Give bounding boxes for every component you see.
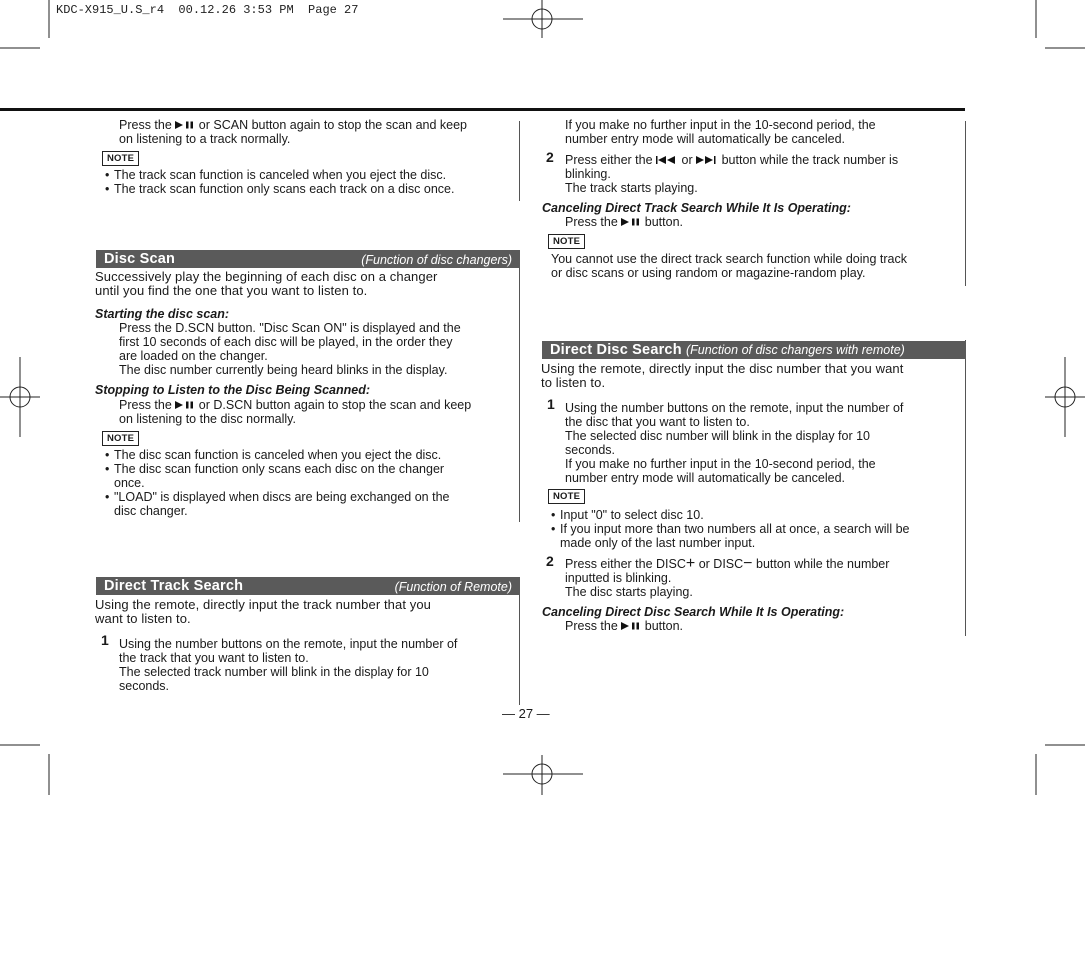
note-item: • The track scan function is canceled when you eject the disc.: [105, 168, 515, 182]
next-track-icon: [696, 155, 718, 165]
stopping-disc-scan-text: Press the or D.SCN button again to stop the scan and keep on listening to the disc normally.: [119, 398, 472, 426]
note-item: • The disc scan function is canceled when you eject the disc.: [105, 448, 515, 462]
column-rule-left-mid: [519, 250, 520, 522]
note-label: NOTE: [102, 151, 139, 166]
note-item: • "LOAD" is displayed when discs are being exchanged on the disc changer.: [105, 490, 515, 518]
section-subtitle: (Function of Remote): [394, 580, 512, 594]
play-pause-icon: [175, 400, 195, 410]
subheading-cancel-disc-search: Canceling Direct Disc Search While It Is Operating:: [542, 605, 845, 619]
previous-track-icon: [656, 155, 678, 165]
step-text: Press either the DISC+ or DISC− button while the number inputted is blinking. The disc starts playing.: [565, 555, 890, 599]
step-number: 1: [101, 632, 109, 648]
section-header-disc-scan: [96, 250, 520, 268]
section-lead: Using the remote, directly input the track number that you want to listen to.: [95, 597, 432, 626]
subheading-starting-disc-scan: Starting the disc scan:: [95, 307, 230, 321]
section-subtitle: (Function of disc changers): [361, 253, 512, 267]
section-header-direct-track-search: [96, 577, 520, 595]
play-pause-icon: [621, 621, 641, 631]
starting-disc-scan-text: Press the D.SCN button. "Disc Scan ON" is displayed and the first 10 seconds of each disc will be played, in the order they are loaded on the changer. The disc number currently being heard blinks in the display.: [119, 321, 461, 377]
section-title: Direct Track Search: [104, 578, 244, 594]
note-item: • Input "0" to select disc 10.: [551, 508, 961, 522]
step-continuation-text: If you make no further input in the 10-second period, the number entry mode will automatically be canceled.: [565, 118, 876, 146]
note-label: NOTE: [548, 489, 585, 504]
note-text: You cannot use the direct track search function while doing track or disc scans or using random or magazine-random play.: [551, 252, 907, 280]
step-text: Press either the or button while the track number is blinking. The track starts playing.: [565, 153, 899, 195]
cancel-disc-search-text: Press the button.: [565, 619, 684, 633]
note-label: NOTE: [548, 234, 585, 249]
column-rule-right-top: [965, 121, 966, 286]
disc-minus-symbol: −: [743, 555, 753, 572]
note-label: NOTE: [102, 431, 139, 446]
subheading-stopping-disc-scan: Stopping to Listen to the Disc Being Scanned:: [95, 383, 371, 397]
section-subtitle: (Function of disc changers with remote): [685, 343, 905, 357]
page-number: — 27 —: [502, 706, 550, 721]
step-text: Using the number buttons on the remote, input the number of the track that you want to listen to. The selected track number will blink in the display for 10 seconds.: [119, 637, 458, 693]
section-lead: Successively play the beginning of each disc on a changer until you find the one that you want to listen to.: [95, 269, 438, 298]
play-pause-icon: [175, 120, 195, 130]
play-pause-icon: [621, 217, 641, 227]
top-rule: [0, 108, 965, 111]
note-list: [105, 168, 515, 196]
note-item: • If you input more than two numbers all at once, a search will be made only of the last number input.: [551, 522, 961, 550]
disc-plus-symbol: +: [685, 555, 696, 572]
note-list: [105, 448, 515, 518]
section-header-direct-disc-search: [542, 341, 966, 359]
note-list: [551, 508, 961, 550]
note-item: • The track scan function only scans each track on a disc once.: [105, 182, 515, 196]
scan-stop-text: Press the or SCAN button again to stop the scan and keep on listening to a track normally.: [119, 118, 468, 146]
section-lead: Using the remote, directly input the disc number that you want to listen to.: [541, 361, 904, 390]
column-rule-left-bottom: [519, 577, 520, 705]
section-title: Disc Scan: [104, 251, 176, 267]
step-number: 2: [546, 553, 554, 569]
section-title: Direct Disc Search (Function of disc changers with remote): [550, 342, 905, 358]
note-item: • The disc scan function only scans each disc on the changer once.: [105, 462, 515, 490]
cancel-track-search-text: Press the button.: [565, 215, 684, 229]
step-number: 2: [546, 149, 554, 165]
step-text: Using the number buttons on the remote, input the number of the disc that you want to listen to. The selected disc number will blink in the display for 10 seconds. If you make no further input in the 10-second period, the number entry mode will automatically be canceled.: [565, 401, 904, 485]
print-slug: KDC-X915_U.S_r4 00.12.26 3:53 PM Page 27: [56, 3, 359, 17]
step-number: 1: [547, 396, 555, 412]
column-rule-right-bottom: [965, 340, 966, 636]
subheading-cancel-track-search: Canceling Direct Track Search While It Is Operating:: [542, 201, 851, 215]
